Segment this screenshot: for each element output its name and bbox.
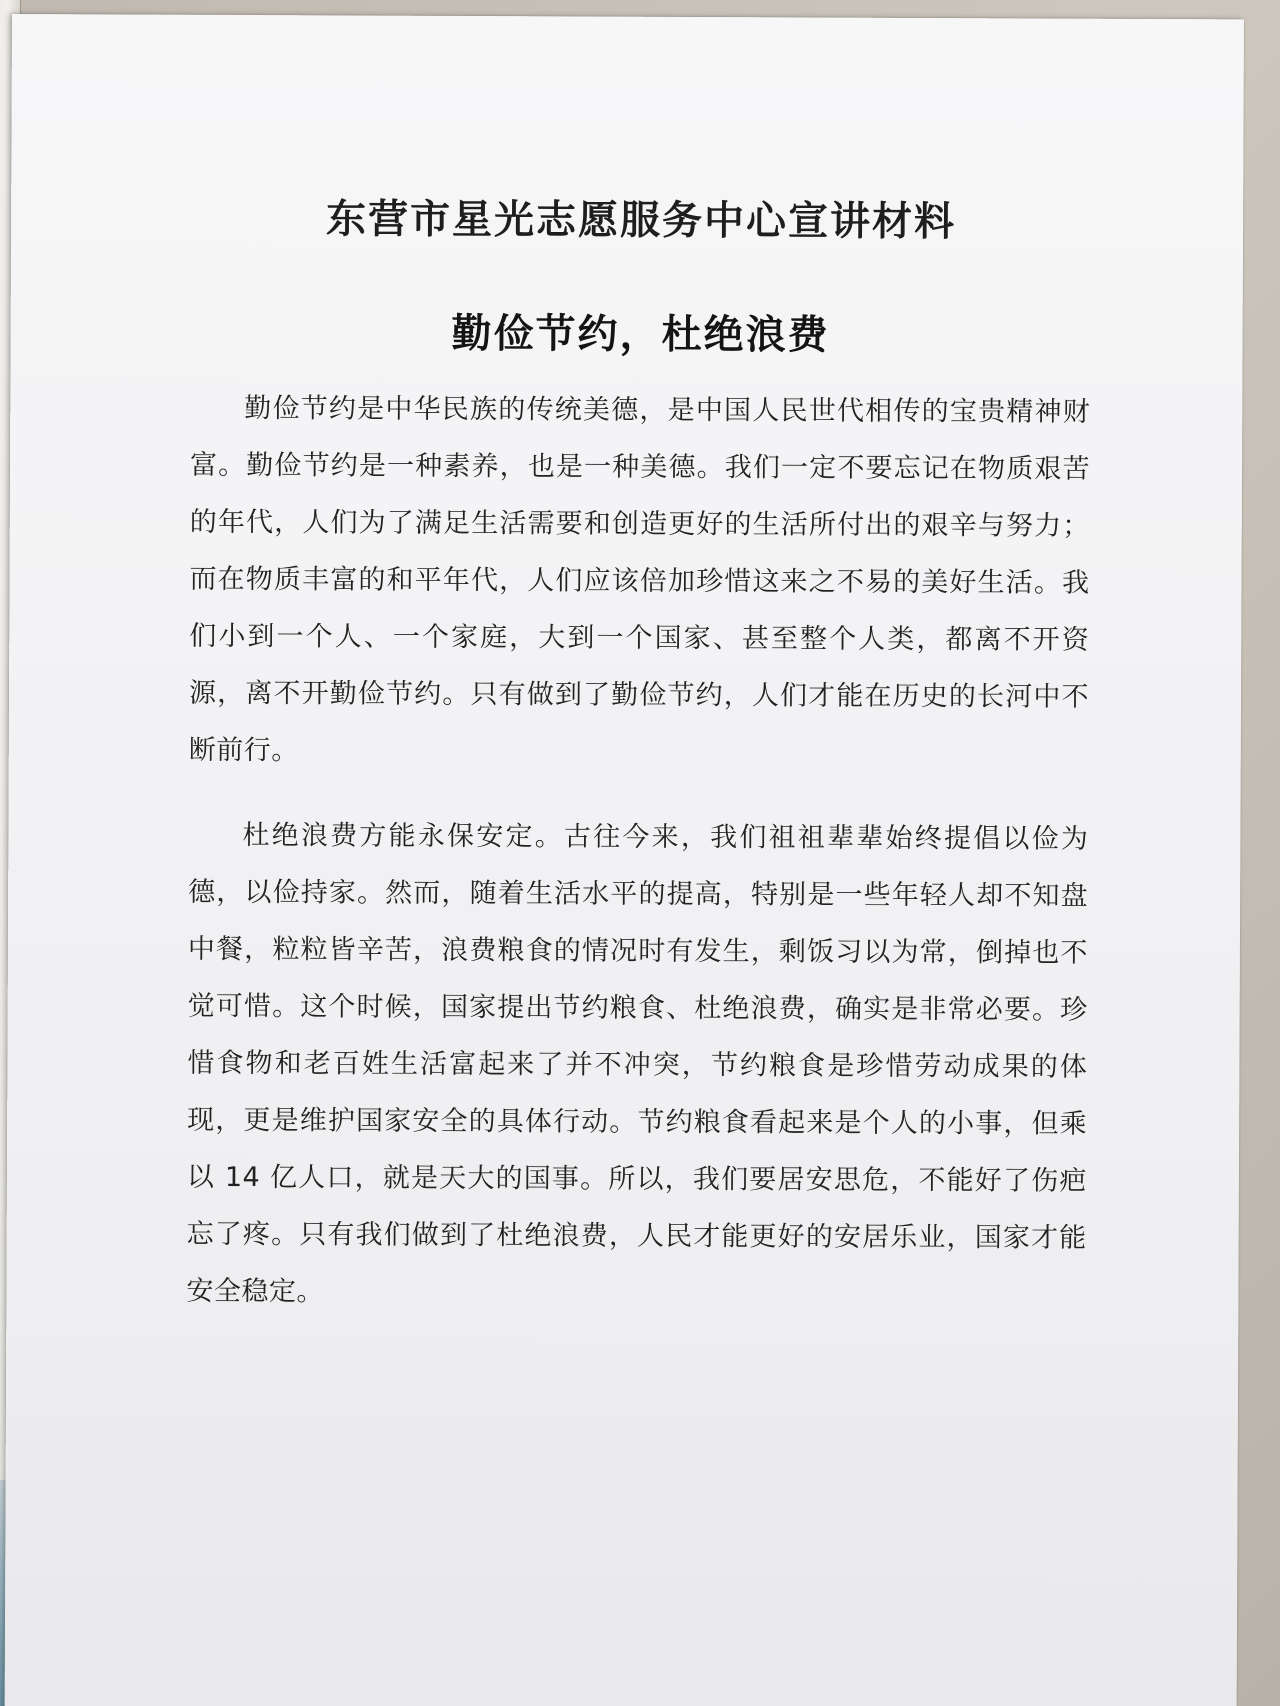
organization-title: 东营市星光志愿服务中心宣讲材料 xyxy=(326,195,957,246)
paper-sheet xyxy=(5,14,1244,1706)
document-title: 勤俭节约，杜绝浪费 xyxy=(451,309,830,359)
paragraph-frugality: 勤俭节约是中华民族的传统美德，是中国人民世代相传的宝贵精神财富。勤俭节约是一种素养，也是一种美德。我们一定不要忘记在物质艰苦的年代，人们为了满足生活需要和创造更好的生活所付出的艰辛与努力；而在物质丰富的和平年代，人们应该倍加珍惜这来之不易的美好生活。我们小到一个人、一个家庭，大到一个国家、甚至整个人类，都离不开资源，离不开勤俭节约。只有做到了勤俭节约，人们才能在历史的长河中不断前行。 xyxy=(188,393,1091,767)
paragraph-waste: 杜绝浪费方能永保安定。古往今来，我们祖祖辈辈始终提倡以俭为德，以俭持家。然而，随着生活水平的提高，特别是一些年轻人却不知盘中餐，粒粒皆辛苦，浪费粮食的情况时有发生，剩饭习以为常，倒掉也不觉可惜。这个时候，国家提出节约粮食、杜绝浪费，确实是非常必要。珍惜食物和老百姓生活富起来了并不冲突，节约粮食是珍惜劳动成果的体现，更是维护国家安全的具体行动。节约粮食看起来是个人的小事，但乘以 14 亿人口，就是天大的国事。所以，我们要居安思危，不能好了伤疤忘了疼。只有我们做到了杜绝浪费，人民才能更好的安居乐业，国家才能安全稳定。 xyxy=(186,820,1089,1308)
document-content xyxy=(186,175,1091,1324)
